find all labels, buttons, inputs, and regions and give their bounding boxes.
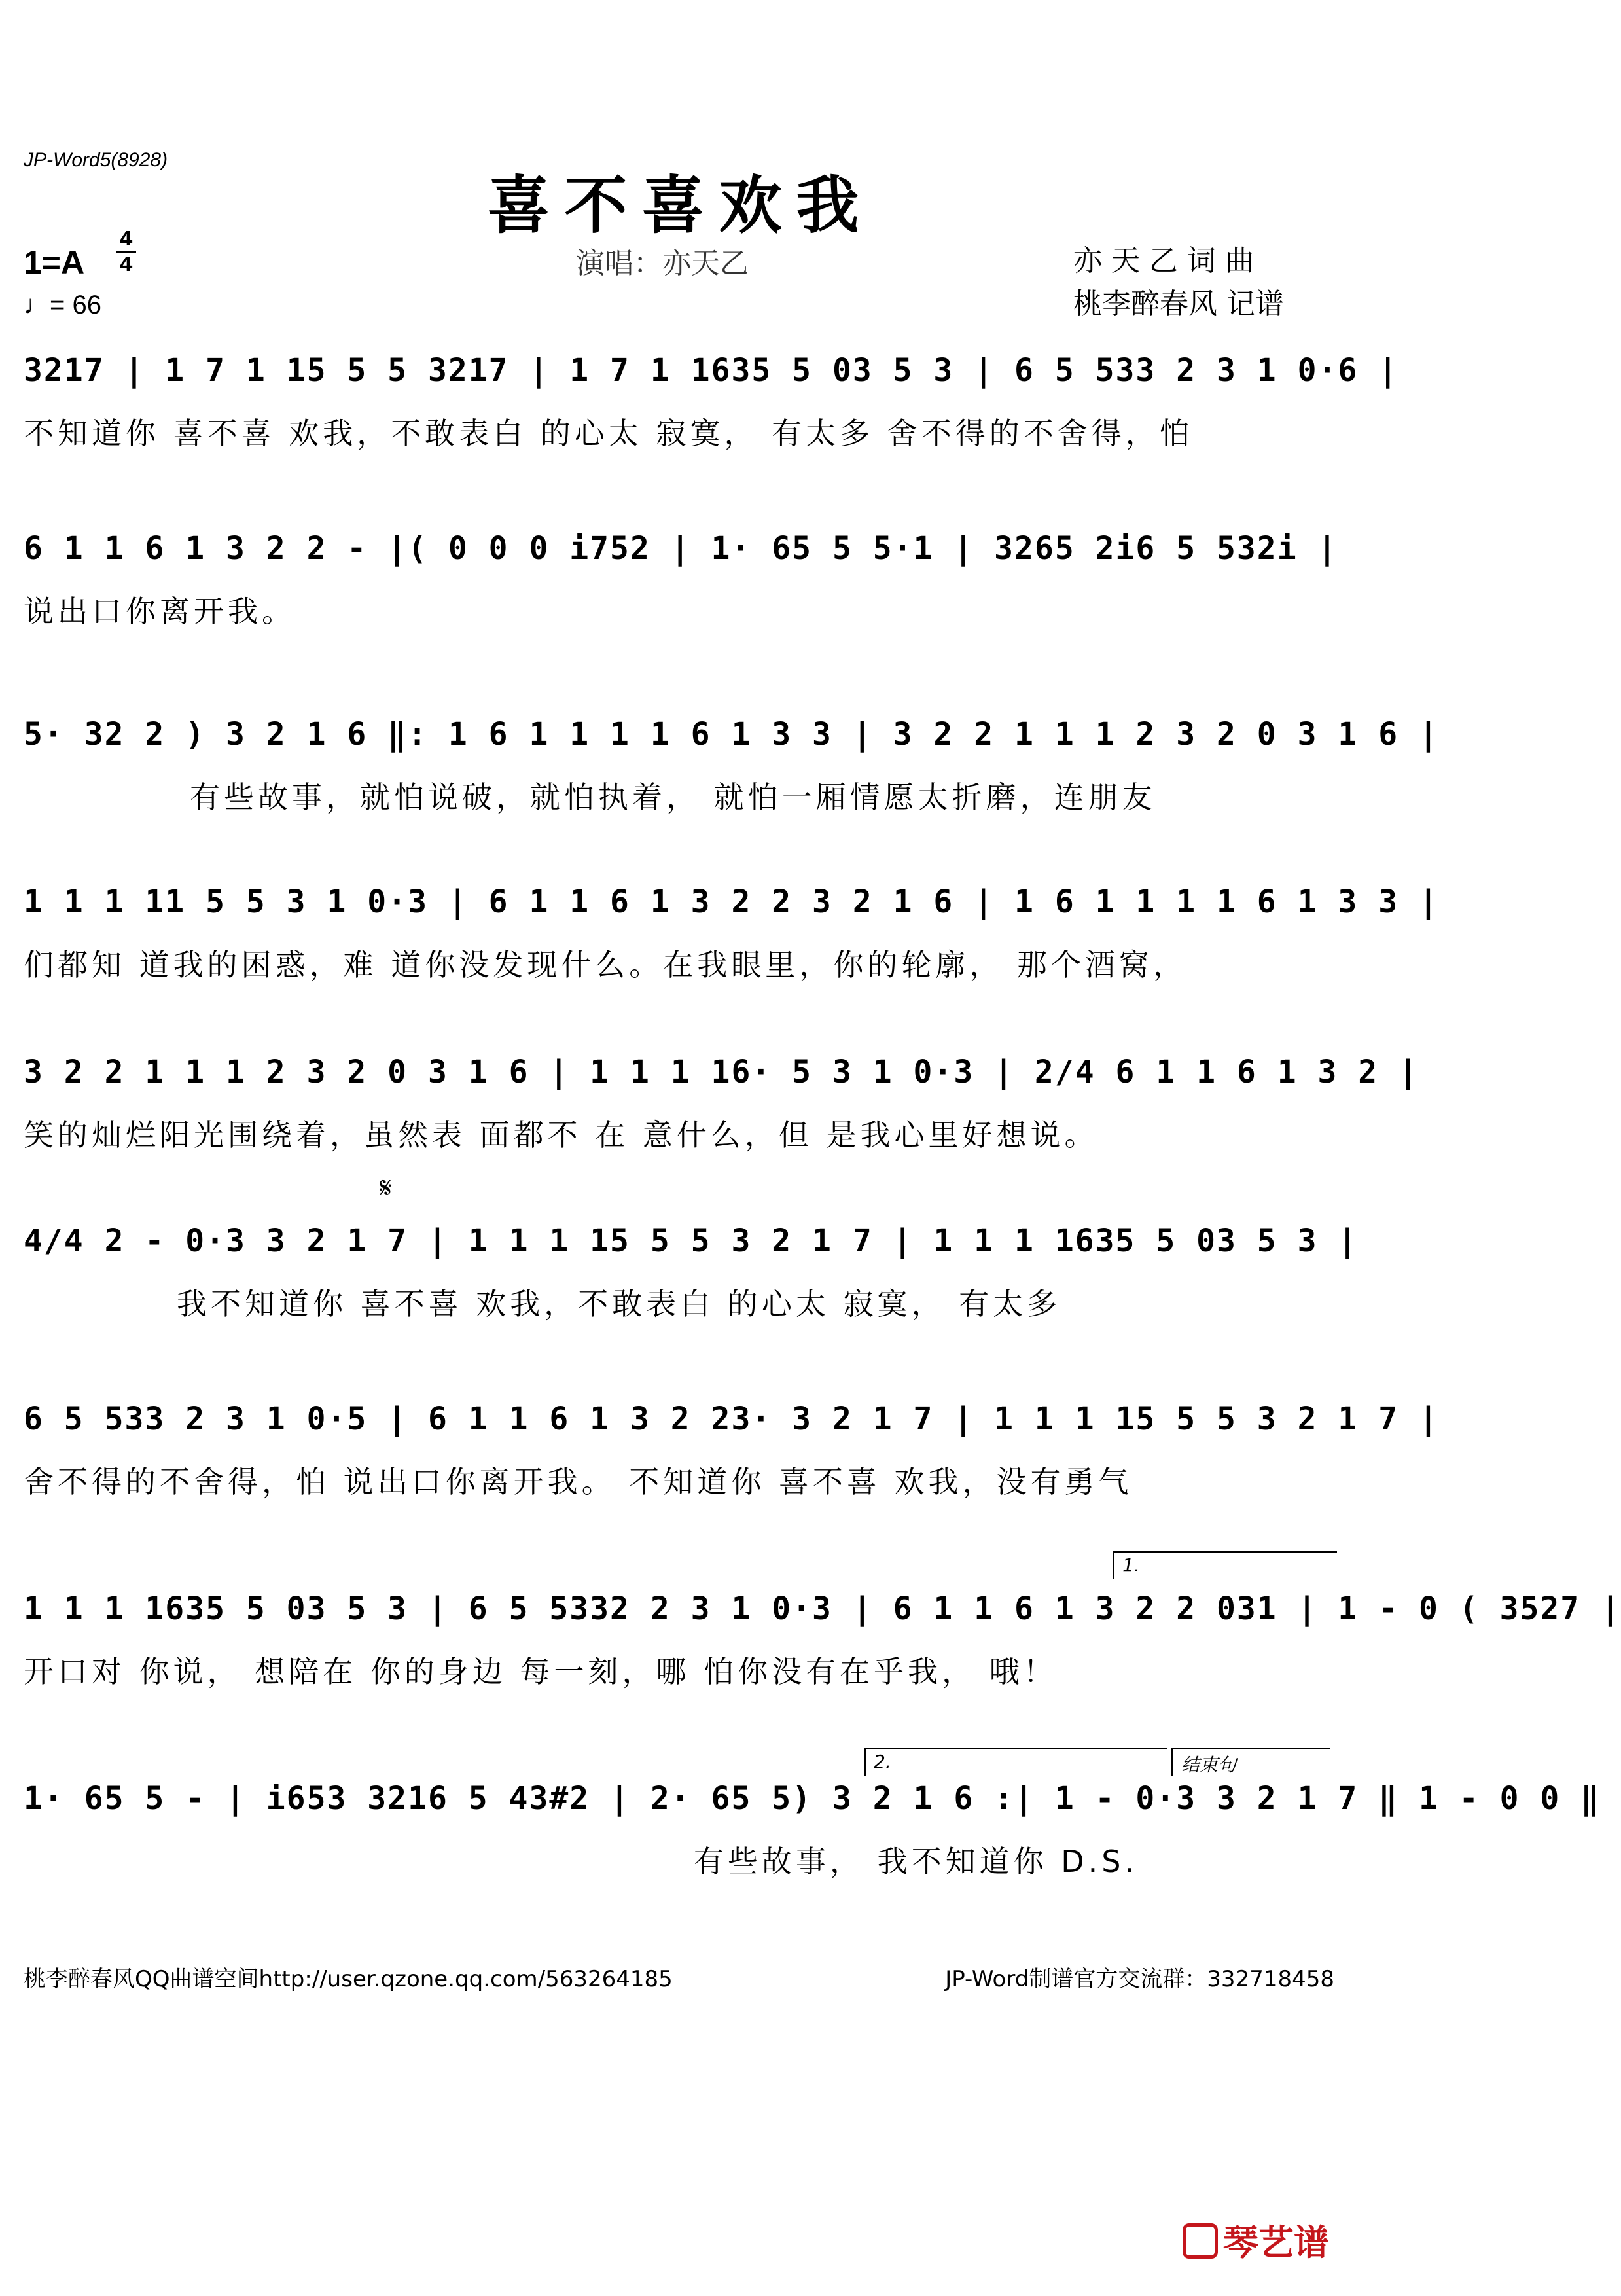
credit-lyrics: 亦天乙词曲 (1073, 244, 1263, 278)
notes-system-3: 5· 32 2 ) 3 2 1 6 ‖: 1 6 1 1 1 1 6 1 3 3 | 3 2 2 1 1 1 2 3 2 0 3 1 6 | (24, 716, 1439, 753)
lyrics-system-2: 说出口你离开我。 (24, 594, 296, 629)
lyrics-system-7: 舍不得的不舍得，怕 说出口你离开我。 不知道你 喜不喜 欢我，没有勇气 (24, 1464, 1133, 1499)
lyrics-system-4: 们都知 道我的困惑，难 道你没发现什么。在我眼里，你的轮廓， 那个酒窝， (24, 947, 1187, 982)
brand-logo-icon (1183, 2223, 1218, 2259)
time-top: 4 (119, 228, 134, 251)
notes-system-5: 3 2 2 1 1 1 2 3 2 0 3 1 6 | 1 1 1 16· 5 3 1 0·3 | 2/4 6 1 1 6 1 3 2 | (24, 1054, 1419, 1090)
brand-name: 琴艺谱 (1223, 2222, 1329, 2263)
lyrics-system-8: 开口对 你说， 想陪在 你的身边 每一刻，哪 怕你没有在乎我， 哦！ (24, 1654, 1058, 1689)
notes-system-9: 1· 65 5 - | i653 3216 5 43#2 | 2· 65 5) 3 2 1 6 :| 1 - 0·3 3 2 1 7 ‖ 1 - 0 0 ‖ (24, 1780, 1601, 1817)
brand-watermark (1183, 2215, 1329, 2265)
footer-right: JP-Word制谱官方交流群：332718458 (945, 1966, 1334, 1992)
segno-mark: 𝄋 (380, 1172, 392, 1205)
notes-system-2: 6 1 1 6 1 3 2 2 - |( 0 0 0 i752 | 1· 65 5 5·1 | 3265 2i6 5 532i | (24, 530, 1338, 567)
volta-2-bracket (864, 1748, 1167, 1776)
lyrics-system-6: 我不知道你 喜不喜 欢我，不敢表白 的心太 寂寞， 有太多 (177, 1286, 1061, 1321)
lyrics-system-5: 笑的灿烂阳光围绕着，虽然表 面都不 在 意什么，但 是我心里好想说。 (24, 1117, 1099, 1153)
tempo: ♩= 66 (24, 291, 101, 319)
footer-left: 桃李醉春风QQ曲谱空间http://user.qzone.qq.com/563264185 (24, 1966, 673, 1992)
lyrics-system-3: 有些故事，就怕说破，就怕执着， 就怕一厢情愿太折磨，连朋友 (190, 780, 1156, 815)
time-bottom: 4 (119, 253, 134, 276)
notes-system-1: 3217 | 1 7 1 15 5 5 3217 | 1 7 1 1635 5 03 5 3 | 6 5 533 2 3 1 0·6 | (24, 352, 1399, 389)
lyrics-system-1: 不知道你 喜不喜 欢我，不敢表白 的心太 寂寞， 有太多 舍不得的不舍得，怕 (24, 416, 1194, 451)
song-title: 喜不喜欢我 (487, 168, 874, 242)
notes-system-7: 6 5 533 2 3 1 0·5 | 6 1 1 6 1 3 2 23· 3 2 1 7 | 1 1 1 15 5 5 3 2 1 7 | (24, 1401, 1439, 1437)
lyrics-system-9: 有些故事， 我不知道你 D.S. (694, 1844, 1139, 1879)
volta-1-label: 1. (1122, 1554, 1140, 1576)
ending-bracket (1171, 1748, 1330, 1776)
ending-label: 结束句 (1181, 1754, 1237, 1776)
notes-system-8: 1 1 1 1635 5 03 5 3 | 6 5 5332 2 3 1 0·3 | 6 1 1 6 1 3 2 2 031 | 1 - 0 ( 3527 | (24, 1590, 1621, 1627)
key-signature: 1=A (24, 244, 85, 281)
notes-system-4: 1 1 1 11 5 5 3 1 0·3 | 6 1 1 6 1 3 2 2 3 2 1 6 | 1 6 1 1 1 1 6 1 3 3 | (24, 884, 1439, 920)
time-signature (116, 229, 136, 276)
singer: 演唱：亦天乙 (576, 247, 749, 280)
notes-system-6: 4/4 2 - 0·3 3 2 1 7 | 1 1 1 15 5 5 3 2 1 7 | 1 1 1 1635 5 03 5 3 | (24, 1223, 1359, 1259)
credit-transcriber: 桃李醉春风 记谱 (1073, 287, 1284, 321)
volta-1-bracket (1113, 1551, 1337, 1579)
volta-2-label: 2. (874, 1751, 891, 1772)
app-name: JP-Word5(8928) (24, 149, 168, 171)
